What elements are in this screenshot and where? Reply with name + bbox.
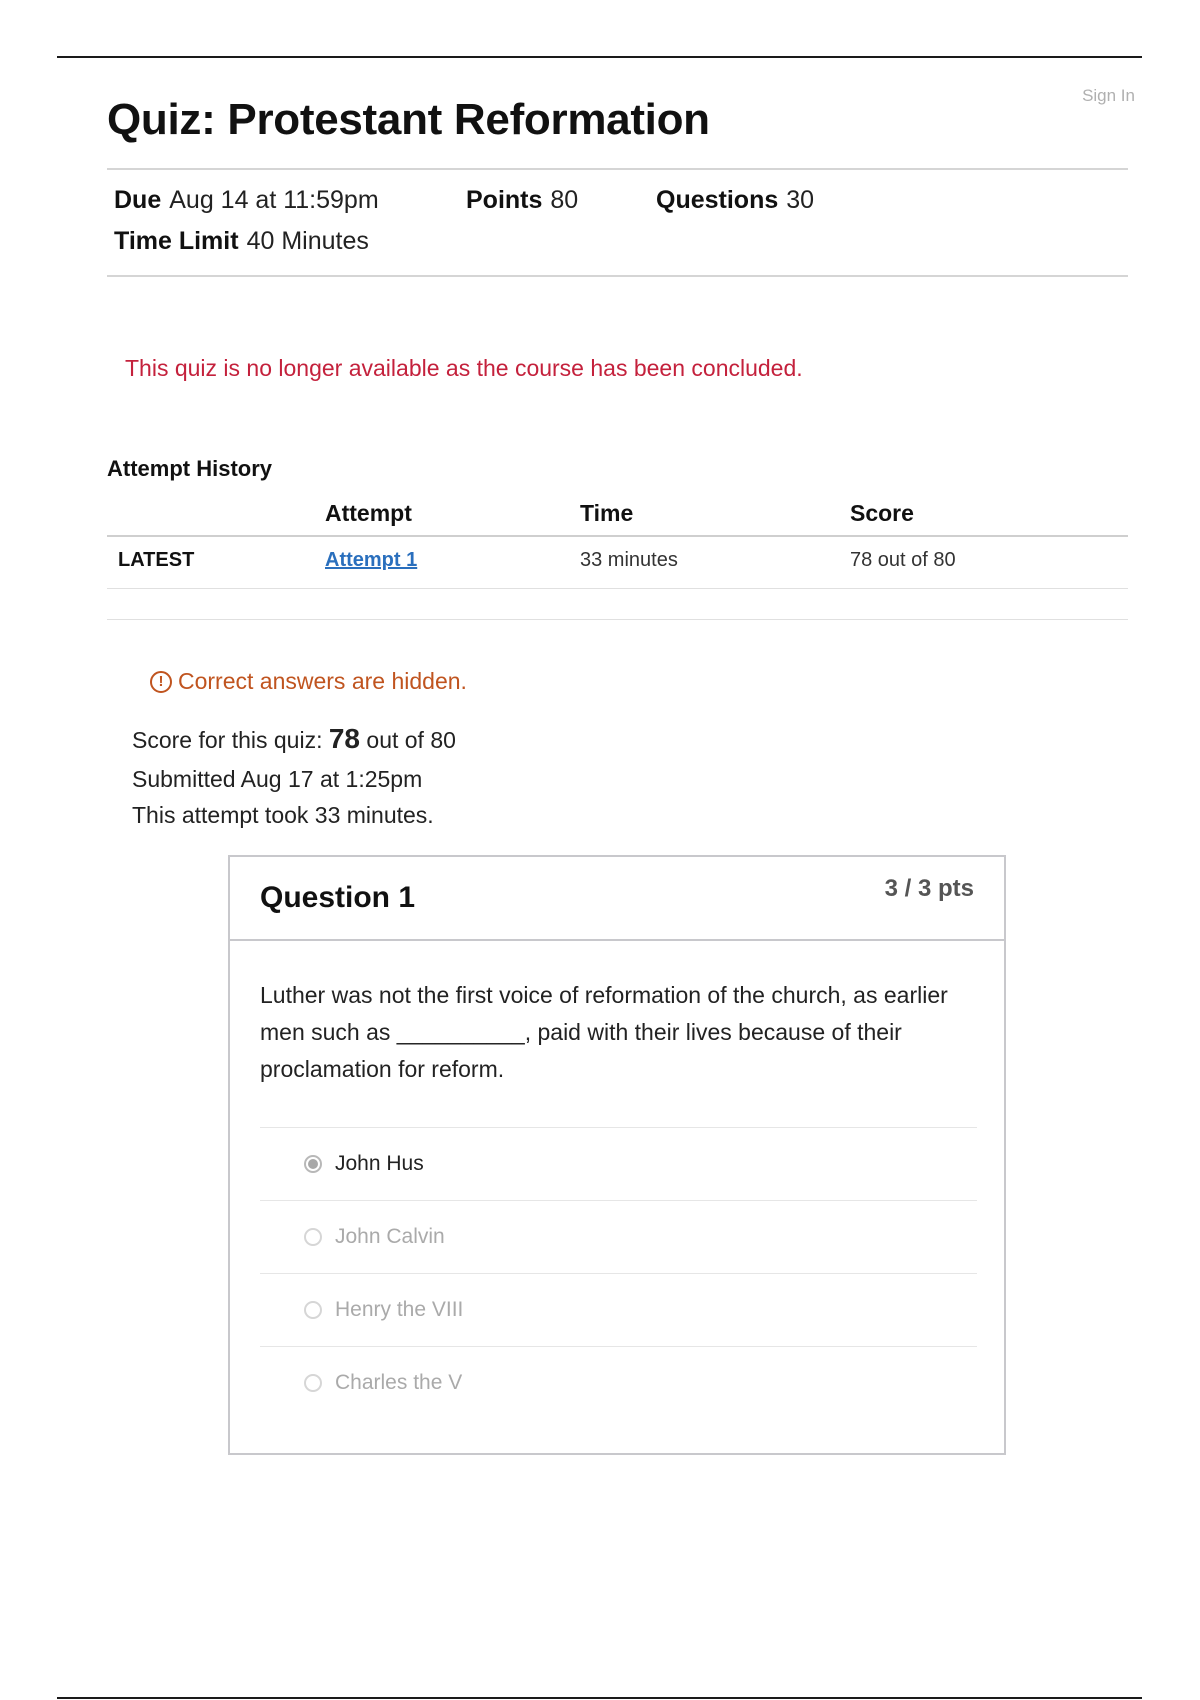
bottom-rule — [57, 1697, 1142, 1699]
radio-selected-icon[interactable] — [304, 1155, 322, 1173]
divider — [107, 275, 1128, 277]
radio-icon[interactable] — [304, 1374, 322, 1392]
submitted-time: Submitted Aug 17 at 1:25pm — [132, 766, 423, 792]
answer-list — [260, 1127, 977, 1419]
points-meta: Points 80 — [466, 186, 579, 214]
due-meta: Due Aug 14 at 11:59pm — [114, 186, 379, 214]
exclamation-circle-icon: ! — [150, 671, 172, 693]
answer-label: Charles the V — [335, 1371, 463, 1394]
column-header-score: Score — [850, 500, 914, 526]
question-header — [230, 857, 1004, 941]
question-title: Question 1 — [260, 881, 416, 914]
time-limit-meta: Time Limit 40 Minutes — [114, 227, 369, 255]
table-header-divider — [107, 535, 1128, 537]
answer-label: Henry the VIII — [335, 1298, 464, 1321]
column-header-time: Time — [580, 500, 634, 526]
questions-meta: Questions 30 — [656, 186, 815, 214]
attempt-duration: This attempt took 33 minutes. — [132, 802, 434, 828]
question-card — [228, 855, 1006, 1455]
answer-option[interactable] — [260, 1346, 977, 1419]
top-rule — [57, 56, 1142, 58]
divider — [107, 619, 1128, 620]
column-header-attempt: Attempt — [325, 500, 412, 526]
answer-option[interactable] — [260, 1273, 977, 1346]
question-text: Luther was not the first voice of reformation of the church, as earlier men such as __________, paid with their lives because of their proclamation for reform. — [260, 982, 948, 1082]
answers-hidden-warning: ! Correct answers are hidden. — [150, 668, 467, 695]
radio-icon[interactable] — [304, 1228, 322, 1246]
attempt-1-link[interactable]: Attempt 1 — [325, 549, 418, 571]
quiz-score: Score for this quiz: 78 out of 80 — [132, 723, 456, 754]
page-title: Quiz: Protestant Reformation — [107, 95, 710, 144]
sign-in-link[interactable]: Sign In — [1082, 86, 1135, 105]
answer-label: John Calvin — [335, 1225, 445, 1248]
attempt-history-title: Attempt History — [107, 456, 273, 481]
answer-option[interactable] — [260, 1127, 977, 1200]
divider — [107, 168, 1128, 170]
answer-option[interactable] — [260, 1200, 977, 1273]
latest-tag: LATEST — [118, 549, 195, 571]
course-concluded-notice: This quiz is no longer available as the course has been concluded. — [125, 355, 803, 381]
answer-label: John Hus — [335, 1152, 424, 1175]
attempt-score: 78 out of 80 — [850, 549, 956, 571]
radio-icon[interactable] — [304, 1301, 322, 1319]
attempt-time: 33 minutes — [580, 549, 678, 571]
question-points: 3 / 3 pts — [884, 875, 974, 902]
table-row-divider — [107, 588, 1128, 589]
score-value: 78 — [328, 723, 361, 754]
